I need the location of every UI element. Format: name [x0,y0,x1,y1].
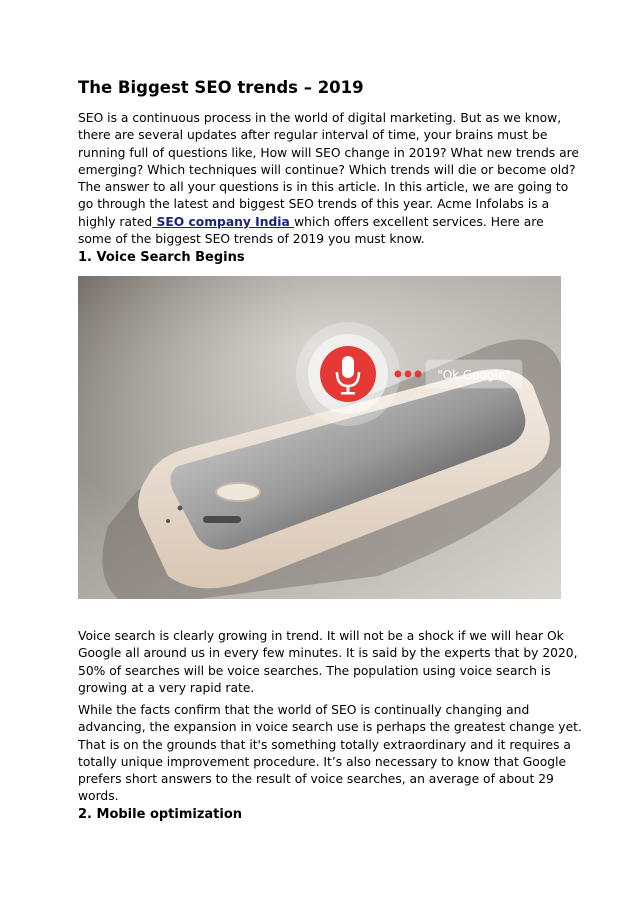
voice-search-paragraph-2 [78,702,582,806]
intro-text-after-link: which offers excellent services. Here are [294,214,544,229]
ok-google-caption: "Ok Google" [437,368,511,382]
section-heading-mobile-optimization: 2. Mobile optimization [78,807,243,822]
intro-line-with-link [78,214,568,231]
intro-line: The answer to all your questions is in this article. In this article, we are going to [78,180,569,195]
intro-text-before-link: highly rated [78,214,153,229]
paragraph-line: words. [78,789,119,804]
paragraph-line: totally unique improvement procedure. It’s also necessary to know that Google [78,754,567,769]
voice-search-paragraph-1 [78,628,578,697]
intro-line: SEO is a continuous process in the world of digital marketing. But as we know, [78,111,562,125]
intro-line: go through the latest and biggest SEO trends of this year. Acme Infolabs is a [78,197,550,212]
intro-line: emerging? Which techniques will continue? Which trends will die or become old? [78,162,576,177]
intro-line: some of the biggest SEO trends of 2019 you must know. [78,232,425,247]
voice-search-photo [78,276,561,599]
paragraph-line: advancing, the expansion in voice search use is perhaps the greatest change yet. [78,720,582,735]
section-heading-voice-search: 1. Voice Search Begins [78,250,245,265]
intro-line: running full of questions like, How will SEO change in 2019? What new trends are [78,145,579,160]
microphone-icon [342,356,354,378]
article-title: The Biggest SEO trends – 2019 [78,78,364,97]
intro-paragraph [78,110,579,248]
paragraph-line: prefers short answers to the result of voice searches, an average of about 29 [78,772,554,787]
paragraph-line: While the facts confirm that the world of SEO is continually changing and [78,703,530,717]
paragraph-line: Voice search is clearly growing in trend. It will not be a shock if we will hear Ok [78,629,564,643]
paragraph-line: That is on the grounds that it's something totally extraordinary and it requires a [78,737,571,752]
paragraph-line: 50% of searches will be voice searches. The population using voice search is [78,663,551,678]
seo-company-india-link[interactable]: SEO company India [152,214,295,229]
smartphone-illustration [78,276,561,599]
intro-line: there are several updates after regular interval of time, your brains must be [78,128,548,143]
paragraph-line: Google all around us in every few minutes. It is said by the experts that by 2020, [78,646,578,661]
paragraph-line: growing at a very rapid rate. [78,680,255,695]
